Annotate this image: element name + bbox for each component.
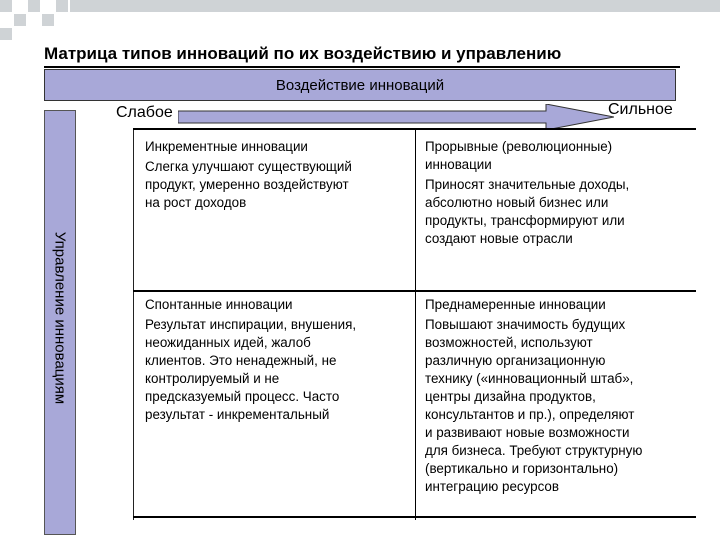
cell-deliberate-title: Преднамеренные инновации [425, 297, 606, 312]
cell-text-line: консультантов и пр.), определяют [425, 407, 635, 422]
impact-axis-header-label: Воздействие инноваций [275, 76, 445, 94]
deco-square [70, 0, 720, 12]
cell-text-line: неожиданных идей, жалоб [145, 335, 311, 350]
cell-text-line: результат - инкрементальный [145, 407, 330, 422]
deco-square [28, 0, 40, 12]
cell-text-line: для бизнеса. Требуют структурную [425, 443, 643, 458]
cell-spontaneous-title: Спонтанные инновации [145, 297, 293, 312]
cell-text-line: Результат инспирации, внушения, [145, 317, 357, 332]
cell-text-line: Слегка улучшают существующий [145, 159, 352, 174]
cell-text-line: интеграцию ресурсов [425, 479, 559, 494]
cell-text-line: контролируемый и не [145, 371, 280, 386]
cell-text-line: Повышают значимость будущих [425, 317, 626, 332]
cell-text-line: создают новые отрасли [425, 231, 573, 246]
cell-text-line: продукт, умеренно воздействуют [145, 177, 349, 192]
impact-axis-header [44, 69, 676, 101]
cell-text-line: на рост доходов [145, 195, 247, 210]
page-title: Матрица типов инноваций по их воздействию и управлению [44, 44, 562, 63]
deco-square [0, 28, 12, 40]
cell-deliberate [425, 296, 693, 496]
cell-breakthrough-title-line: Прорывные (революционные) [425, 139, 613, 154]
cell-text-line: Приносят значительные доходы, [425, 177, 630, 192]
cell-text-line: возможностей, используют [425, 335, 593, 350]
cell-incremental [145, 138, 407, 212]
management-axis-label: Управление инновациям [51, 231, 69, 405]
cell-text-line: предсказуемый процесс. Часто [145, 389, 340, 404]
cell-text-line: различную организационную [425, 353, 606, 368]
impact-weak-label: Слабое [116, 104, 173, 121]
matrix-center-divider [415, 128, 416, 520]
cell-text-line: абсолютно новый бизнес или [425, 195, 609, 210]
cell-breakthrough [425, 138, 693, 248]
title-underline [44, 66, 680, 68]
deco-square [0, 0, 12, 12]
cell-text-line: и развивают новые возможности [425, 425, 630, 440]
cell-spontaneous [145, 296, 407, 424]
deco-square [14, 14, 26, 26]
cell-text-line: (вертикально и горизонтально) [425, 461, 619, 476]
impact-strong-label: Сильное [608, 101, 673, 118]
cell-text-line: клиентов. Это ненадежный, не [145, 353, 337, 368]
decorative-squares [0, 0, 720, 42]
cell-text-line: центры дизайна продуктов, [425, 389, 596, 404]
cell-incremental-title: Инкрементные инновации [145, 139, 308, 154]
cell-text-line: продукты, трансформируют или [425, 213, 625, 228]
innovation-matrix [133, 128, 696, 520]
cell-breakthrough-title-line: инновации [425, 157, 492, 172]
cell-text-line: технику («инновационный штаб», [425, 371, 634, 386]
deco-square [56, 0, 68, 12]
impact-arrow [178, 104, 614, 130]
impact-arrow-shape [178, 104, 614, 130]
deco-square [42, 14, 54, 26]
